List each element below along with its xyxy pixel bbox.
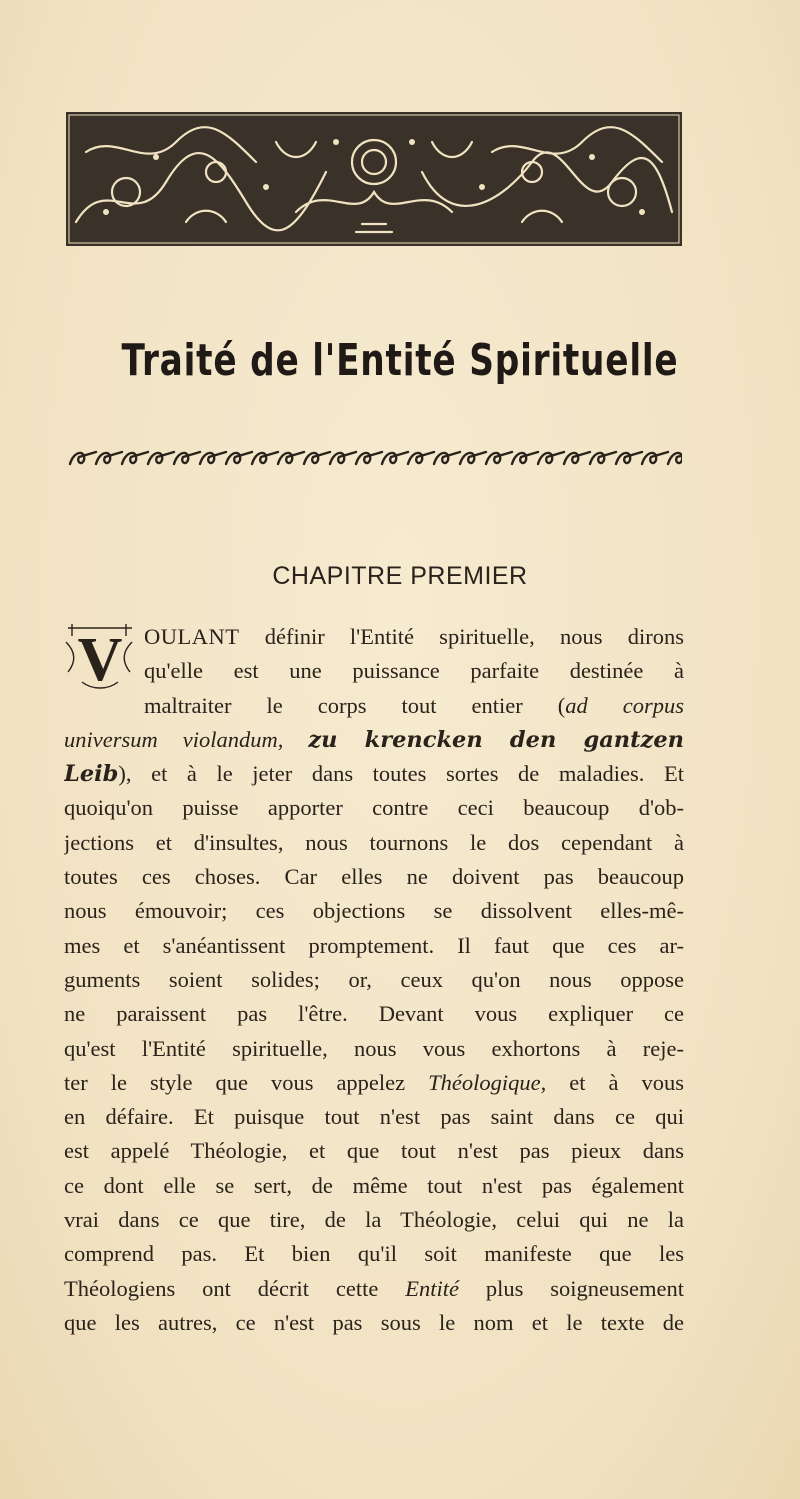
text-segment: ne paraissent pas l'être. Devant vous expliquer ce [64,1001,684,1027]
text-segment: ), et à le jeter dans toutes sortes de maladies. Et [118,761,684,787]
text-segment: Entité [405,1275,459,1301]
chapter-heading: CHAPITRE PREMIER [272,562,528,590]
text-line [64,620,684,654]
drop-cap-letter: V [77,626,123,694]
text-line [64,894,684,928]
text-segment: OULANT [144,624,240,649]
text-line [64,929,684,963]
treatise-title: Traité de l'Entité Spirituelle [121,335,679,386]
text-line [64,997,684,1031]
text-segment: Leib [64,761,119,788]
ornamental-divider [66,444,682,472]
ornamental-headpiece [66,112,682,246]
text-segment: toutes ces choses. Car elles ne doivent pas beaucoup [64,864,684,890]
text-segment: définir l'Entité spirituelle, nous dirons [239,624,684,649]
text-line [64,1237,684,1271]
text-segment: maltraiter le corps tout entier ( [144,692,566,718]
text-segment: universum violandum, [64,726,284,752]
text-segment: zu krencken den gantzen [308,726,684,753]
chapter-body-text [64,620,684,1340]
text-segment: comprend pas. Et bien qu'il soit manifeste que les [64,1241,684,1267]
text-line [64,791,684,825]
text-segment: quoiqu'on puisse apporter contre ceci beaucoup d'ob- [64,795,684,821]
text-segment: est appelé Théologie, et que tout n'est pas pieux dans [64,1138,684,1164]
text-segment: jections et d'insultes, nous tournons le dos cependant à [64,829,684,855]
text-segment: Théologiens ont décrit cette [64,1275,406,1301]
text-segment: plus soigneusement [458,1275,684,1301]
text-segment [283,727,308,752]
text-segment: qu'est l'Entité spirituelle, nous vous exhortons à reje- [64,1035,684,1061]
text-line [64,1134,684,1168]
text-segment: nous émouvoir; ces objections se dissolvent elles-mê- [64,898,684,924]
text-segment: et à vous [546,1069,684,1095]
text-segment: qu'elle est une puissance parfaite destinée à [144,658,684,684]
text-line [64,757,684,791]
text-segment: ce dont elle se sert, de même tout n'est pas également [64,1172,684,1198]
text-segment: ter le style que vous appelez [64,1069,429,1095]
text-line [64,723,684,757]
text-segment: en défaire. Et puisque tout n'est pas saint dans ce qui [64,1104,684,1130]
text-line [64,1203,684,1237]
text-line [64,1032,684,1066]
text-segment: mes et s'anéantissent promptement. Il faut que ces ar- [64,932,684,958]
text-line [64,1272,684,1306]
text-line [64,860,684,894]
text-segment: ad corpus [565,692,684,718]
text-segment: guments soient solides; or, ceux qu'on nous oppose [64,966,684,992]
text-line [64,1100,684,1134]
text-line [64,1066,684,1100]
text-line [64,654,684,688]
text-line [64,1169,684,1203]
text-segment: vrai dans ce que tire, de la Théologie, celui qui ne la [64,1207,684,1233]
text-line [64,689,684,723]
text-segment: Théologique, [428,1069,547,1095]
text-line [64,826,684,860]
text-segment: que les autres, ce n'est pas sous le nom et le texte de [64,1309,684,1335]
text-line [64,1306,684,1340]
text-line [64,963,684,997]
